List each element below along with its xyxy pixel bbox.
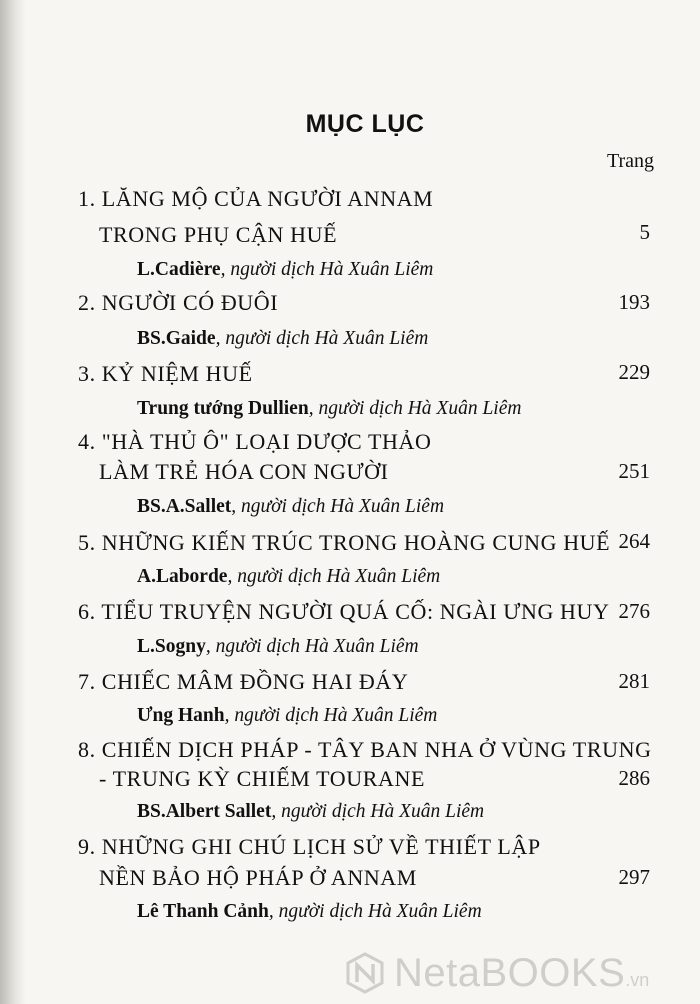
author-name: BS.Albert Sallet xyxy=(137,801,272,822)
page-title: MỤC LỤC xyxy=(305,110,425,138)
translator-credit: , người dịch Hà Xuân Liêm xyxy=(271,801,485,822)
author-name: A.Laborde xyxy=(137,566,228,587)
toc-entry-author xyxy=(137,259,433,281)
toc-entry-title: 8. CHIẾN DỊCH PHÁP - TÂY BAN NHA Ở VÙNG TRUNG xyxy=(78,737,652,762)
page-column-header: Trang xyxy=(606,150,654,172)
toc-page-number: 229 xyxy=(618,360,650,384)
translator-credit: , người dịch Hà Xuân Liêm xyxy=(224,705,438,726)
toc-entry-title: 1. LĂNG MỘ CỦA NGƯỜI ANNAM xyxy=(78,186,434,211)
watermark xyxy=(344,948,684,998)
page-gutter-shadow xyxy=(0,0,26,1004)
author-name: BS.A.Sallet xyxy=(137,496,232,517)
toc-entry-title-cont: LÀM TRẺ HÓA CON NGƯỜI xyxy=(99,459,389,484)
toc-entry-title: 2. NGƯỜI CÓ ĐUÔI xyxy=(78,290,279,315)
author-name: Lê Thanh Cảnh xyxy=(137,901,269,922)
toc-entry-title: 4. "HÀ THỦ Ô" LOẠI DƯỢC THẢO xyxy=(78,429,432,454)
toc-entry-author xyxy=(137,566,440,588)
toc-entry-author xyxy=(137,328,428,350)
toc-entry-author xyxy=(137,901,482,923)
toc-entry-title: 5. NHỮNG KIẾN TRÚC TRONG HOÀNG CUNG HUẾ xyxy=(78,530,611,555)
author-name: BS.Gaide xyxy=(137,328,216,349)
toc-page-number: 251 xyxy=(618,459,650,483)
toc-page-number: 264 xyxy=(618,529,650,553)
toc-page-number: 286 xyxy=(618,766,650,790)
author-name: L.Sogny xyxy=(137,636,206,657)
watermark-tld: .vn xyxy=(625,969,650,990)
toc-entry-author xyxy=(137,496,444,518)
toc-entry-title: 3. KỶ NIỆM HUẾ xyxy=(78,361,253,386)
toc-entry-title: 7. CHIẾC MÂM ĐỒNG HAI ĐÁY xyxy=(78,669,409,694)
toc-entry-title-cont: - TRUNG KỲ CHIẾM TOURANE xyxy=(99,766,426,791)
translator-credit: , người dịch Hà Xuân Liêm xyxy=(205,636,419,657)
translator-credit: , người dịch Hà Xuân Liêm xyxy=(220,259,434,280)
translator-credit: , người dịch Hà Xuân Liêm xyxy=(215,328,429,349)
translator-credit: , người dịch Hà Xuân Liêm xyxy=(268,901,482,922)
toc-entry-author xyxy=(137,801,484,823)
author-name: Trung tướng Dullien xyxy=(137,398,309,419)
author-name: L.Cadière xyxy=(137,259,221,280)
translator-credit: , người dịch Hà Xuân Liêm xyxy=(227,566,441,587)
translator-credit: , người dịch Hà Xuân Liêm xyxy=(308,398,522,419)
toc-page-number: 5 xyxy=(639,220,650,244)
watermark-brand: NetaBOOKS xyxy=(394,950,626,995)
netabooks-logo-icon xyxy=(344,952,386,994)
toc-entry-title-cont: TRONG PHỤ CẬN HUẾ xyxy=(99,222,338,247)
toc-page-number: 297 xyxy=(618,865,650,889)
toc-entry-author xyxy=(137,705,437,727)
author-name: Ưng Hanh xyxy=(137,705,225,726)
toc-page-number: 193 xyxy=(618,290,650,314)
toc-entry-title: 6. TIỂU TRUYỆN NGƯỜI QUÁ CỐ: NGÀI ƯNG HUY xyxy=(78,599,610,624)
toc-page-number: 276 xyxy=(618,599,650,623)
toc-entry-title: 9. NHỮNG GHI CHÚ LỊCH SỬ VỀ THIẾT LẬP xyxy=(78,834,541,859)
toc-page-number: 281 xyxy=(618,669,650,693)
toc-entry-title-cont: NỀN BẢO HỘ PHÁP Ở ANNAM xyxy=(99,865,417,890)
translator-credit: , người dịch Hà Xuân Liêm xyxy=(231,496,445,517)
toc-entry-author xyxy=(137,398,521,420)
toc-entry-author xyxy=(137,636,419,658)
